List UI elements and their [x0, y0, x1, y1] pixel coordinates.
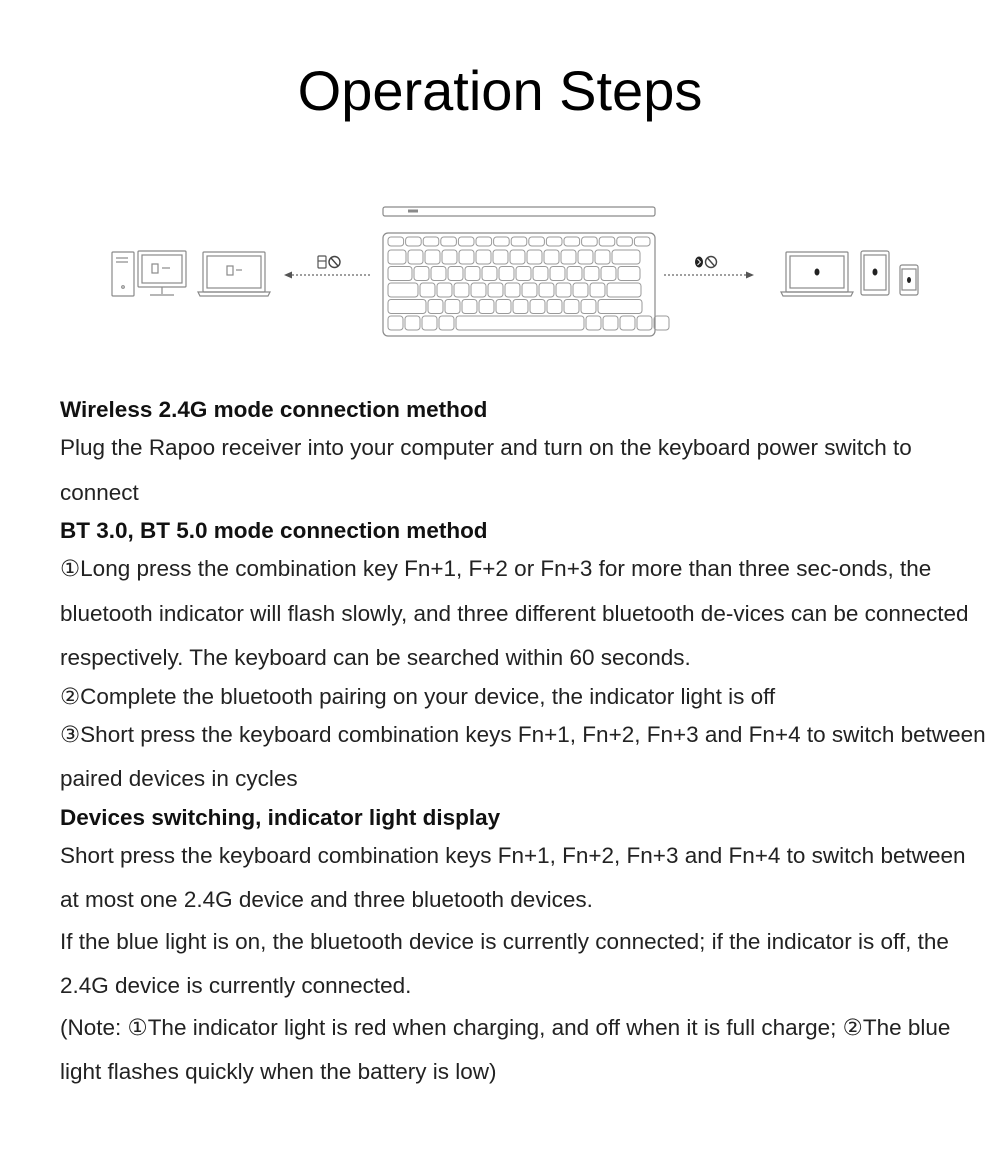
keyboard-key [564, 300, 579, 314]
keyboard-key [482, 267, 497, 281]
keyboard-key [439, 316, 454, 330]
keyboard-key [437, 283, 452, 297]
keyboard-key [406, 237, 422, 246]
keyboard-key [423, 237, 439, 246]
right-connection-arrow [664, 272, 754, 279]
keyboard-key [547, 300, 562, 314]
left-connection-arrow [284, 272, 370, 279]
keyboard-key [654, 316, 669, 330]
keyboard-key [590, 283, 605, 297]
keyboard-icon [383, 233, 655, 336]
switching-text-2: If the blue light is on, the bluetooth device is currently connected; if the indicator is off, the 2.4G device is currently connected. [60, 928, 949, 998]
keyboard-key [527, 250, 542, 264]
keyboard-key [471, 283, 486, 297]
keyboard-key [388, 250, 406, 264]
keyboard-key [479, 300, 494, 314]
keyboard-key [539, 283, 554, 297]
keyboard-key [578, 250, 593, 264]
keyboard-key [573, 283, 588, 297]
keyboard-key [431, 267, 446, 281]
keyboard-key [561, 250, 576, 264]
keyboard-key [516, 267, 531, 281]
desktop-computer-icon [112, 251, 186, 296]
keyboard-key [488, 283, 503, 297]
keyboard-key [567, 267, 582, 281]
keyboard-key [556, 283, 571, 297]
instructions [60, 391, 990, 1092]
page-title: Operation Steps [297, 59, 703, 122]
keyboard-key [388, 237, 404, 246]
keyboard-key [458, 237, 474, 246]
keyboard-key [544, 250, 559, 264]
keyboard-key [634, 237, 650, 246]
keyboard-key [408, 250, 423, 264]
keyboard-key [607, 283, 641, 297]
keyboard-key [496, 300, 511, 314]
connection-diagram [0, 195, 1000, 345]
laptop-icon-left [198, 252, 270, 296]
keyboard-key [505, 283, 520, 297]
keyboard-key [414, 267, 429, 281]
keyboard-key [425, 250, 440, 264]
keyboard-key [422, 316, 437, 330]
keyboard-key [493, 250, 508, 264]
keyboard-spacebar [456, 316, 584, 330]
keyboard-key [448, 267, 463, 281]
keyboard-key [595, 250, 610, 264]
receiver-off-icon [706, 257, 717, 268]
keyboard-key [598, 300, 642, 314]
keyboard-key [530, 300, 545, 314]
keyboard-key [550, 267, 565, 281]
keyboard-key [441, 237, 457, 246]
bt-step-1: ①Long press the combination key Fn+1, F+2 or Fn+3 for more than three sec-onds, the bluetooth indicator will flash slowly, and three different bluetooth de-vices can be connected respectively. The keyboard can be searched within 60 seconds. [60, 556, 969, 670]
keyboard-key [459, 250, 474, 264]
receiver-icon [318, 256, 326, 268]
keyboard-key [462, 300, 477, 314]
keyboard-key [599, 237, 615, 246]
keyboard-key [388, 316, 403, 330]
keyboard-key [637, 316, 652, 330]
wireless-heading: Wireless 2.4G mode connection method [60, 397, 488, 422]
switching-text-1: Short press the keyboard combination keys Fn+1, Fn+2, Fn+3 and Fn+4 to switch between at most one 2.4G device and three bluetooth devices. [60, 842, 966, 912]
keyboard-key [533, 267, 548, 281]
keyboard-side-view [383, 207, 655, 216]
wireless-text: Plug the Rapoo receiver into your computer and turn on the keyboard power switch to connect [60, 435, 912, 505]
keyboard-key [388, 283, 418, 297]
keyboard-key [586, 316, 601, 330]
keyboard-key [388, 267, 412, 281]
keyboard-key [388, 300, 426, 314]
keyboard-key [476, 237, 492, 246]
keyboard-key [445, 300, 460, 314]
keyboard-key [603, 316, 618, 330]
keyboard-key [601, 267, 616, 281]
keyboard-key [454, 283, 469, 297]
bluetooth-off-icon [329, 257, 340, 268]
keyboard-key [522, 283, 537, 297]
bt-step-3: ③Short press the keyboard combination keys Fn+1, Fn+2, Fn+3 and Fn+4 to switch between paired devices in cycles [60, 721, 986, 791]
keyboard-key [582, 237, 598, 246]
keyboard-key [494, 237, 510, 246]
switching-note: (Note: ①The indicator light is red when charging, and off when it is full charge; ②The blue light flashes quickly when the battery is low) [60, 1014, 951, 1084]
keyboard-key [465, 267, 480, 281]
keyboard-key [581, 300, 596, 314]
keyboard-key [617, 237, 633, 246]
keyboard-key [405, 316, 420, 330]
keyboard-key [612, 250, 640, 264]
keyboard-key [499, 267, 514, 281]
keyboard-key [513, 300, 528, 314]
keyboard-key [511, 237, 527, 246]
keyboard-key [476, 250, 491, 264]
keyboard-key [420, 283, 435, 297]
bluetooth-icon [695, 257, 703, 268]
keyboard-key [442, 250, 457, 264]
keyboard-key [510, 250, 525, 264]
bt-step-2: ②Complete the bluetooth pairing on your device, the indicator light is off [60, 683, 776, 709]
keyboard-key [546, 237, 562, 246]
switching-heading: Devices switching, indicator light display [60, 804, 501, 830]
keyboard-key [529, 237, 545, 246]
keyboard-key [618, 267, 640, 281]
bt-heading: BT 3.0, BT 5.0 mode connection method [60, 518, 488, 543]
keyboard-key [584, 267, 599, 281]
keyboard-key [564, 237, 580, 246]
keyboard-key [620, 316, 635, 330]
keyboard-key [428, 300, 443, 314]
